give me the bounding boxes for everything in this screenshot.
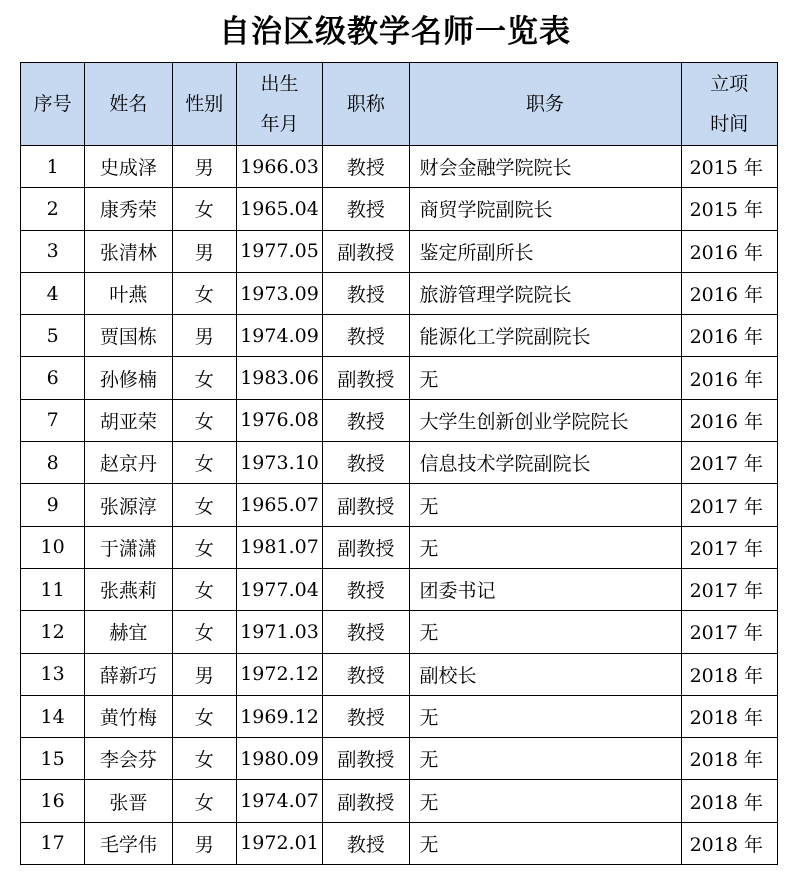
cell-gender: 女	[172, 568, 236, 610]
cell-gender: 女	[172, 738, 236, 780]
cell-gender: 男	[172, 653, 236, 695]
cell-number: 11	[21, 568, 85, 610]
table-row	[21, 188, 778, 230]
table-row	[21, 822, 778, 864]
cell-year: 2018 年	[681, 780, 777, 822]
cell-title: 教授	[323, 611, 409, 653]
cell-title: 教授	[323, 399, 409, 441]
cell-birth: 1983.06	[236, 357, 322, 399]
table-row	[21, 272, 778, 314]
cell-name: 薛新巧	[85, 653, 172, 695]
table-row	[21, 230, 778, 272]
cell-gender: 女	[172, 780, 236, 822]
cell-gender: 女	[172, 272, 236, 314]
table-body	[21, 146, 778, 865]
cell-number: 1	[21, 146, 85, 188]
cell-birth: 1971.03	[236, 611, 322, 653]
cell-birth: 1965.07	[236, 484, 322, 526]
cell-post: 鉴定所副所长	[409, 230, 681, 272]
cell-year: 2018 年	[681, 653, 777, 695]
cell-birth: 1973.10	[236, 442, 322, 484]
cell-title: 副教授	[323, 484, 409, 526]
cell-name: 史成泽	[85, 146, 172, 188]
cell-number: 4	[21, 272, 85, 314]
cell-title: 教授	[323, 822, 409, 864]
header-title: 职称	[323, 63, 409, 146]
cell-title: 教授	[323, 315, 409, 357]
cell-post: 无	[409, 822, 681, 864]
cell-year: 2015 年	[681, 146, 777, 188]
cell-year: 2017 年	[681, 442, 777, 484]
cell-post: 商贸学院副院长	[409, 188, 681, 230]
cell-post: 旅游管理学院院长	[409, 272, 681, 314]
cell-year: 2018 年	[681, 822, 777, 864]
cell-gender: 女	[172, 442, 236, 484]
cell-gender: 女	[172, 399, 236, 441]
cell-birth: 1977.04	[236, 568, 322, 610]
cell-number: 16	[21, 780, 85, 822]
cell-year: 2016 年	[681, 272, 777, 314]
cell-name: 康秀荣	[85, 188, 172, 230]
header-birth-line2: 年月	[260, 113, 299, 135]
cell-birth: 1976.08	[236, 399, 322, 441]
table-row	[21, 315, 778, 357]
header-post: 职务	[409, 63, 681, 146]
cell-number: 7	[21, 399, 85, 441]
cell-gender: 男	[172, 230, 236, 272]
cell-name: 张源淳	[85, 484, 172, 526]
cell-year: 2016 年	[681, 399, 777, 441]
table-row	[21, 526, 778, 568]
cell-post: 能源化工学院副院长	[409, 315, 681, 357]
cell-number: 13	[21, 653, 85, 695]
header-birth-line1: 出生	[260, 73, 299, 95]
cell-year: 2017 年	[681, 526, 777, 568]
cell-gender: 女	[172, 611, 236, 653]
header-year	[681, 63, 777, 146]
cell-gender: 女	[172, 357, 236, 399]
table-row	[21, 695, 778, 737]
cell-number: 2	[21, 188, 85, 230]
table-row	[21, 146, 778, 188]
cell-title: 副教授	[323, 738, 409, 780]
cell-birth: 1972.12	[236, 653, 322, 695]
header-birth	[236, 63, 322, 146]
cell-birth: 1972.01	[236, 822, 322, 864]
cell-year: 2016 年	[681, 230, 777, 272]
table-row	[21, 653, 778, 695]
cell-post: 无	[409, 526, 681, 568]
cell-number: 17	[21, 822, 85, 864]
header-number: 序号	[21, 63, 85, 146]
cell-name: 赫宜	[85, 611, 172, 653]
cell-name: 于潇潇	[85, 526, 172, 568]
cell-title: 教授	[323, 442, 409, 484]
cell-birth: 1974.09	[236, 315, 322, 357]
cell-post: 无	[409, 357, 681, 399]
cell-post: 财会金融学院院长	[409, 146, 681, 188]
cell-title: 教授	[323, 146, 409, 188]
cell-number: 10	[21, 526, 85, 568]
header-gender: 性别	[172, 63, 236, 146]
cell-post: 无	[409, 780, 681, 822]
table-row	[21, 738, 778, 780]
table-row	[21, 568, 778, 610]
header-year-line1: 立项	[710, 73, 749, 95]
cell-number: 6	[21, 357, 85, 399]
cell-number: 9	[21, 484, 85, 526]
cell-post: 无	[409, 738, 681, 780]
cell-birth: 1974.07	[236, 780, 322, 822]
cell-name: 张燕莉	[85, 568, 172, 610]
cell-birth: 1965.04	[236, 188, 322, 230]
cell-title: 教授	[323, 568, 409, 610]
table-row	[21, 357, 778, 399]
cell-number: 12	[21, 611, 85, 653]
teacher-table	[20, 62, 778, 865]
cell-title: 副教授	[323, 357, 409, 399]
cell-number: 5	[21, 315, 85, 357]
document-title: 自治区级教学名师一览表	[219, 14, 571, 50]
cell-year: 2016 年	[681, 315, 777, 357]
cell-title: 副教授	[323, 780, 409, 822]
cell-birth: 1973.09	[236, 272, 322, 314]
cell-birth: 1966.03	[236, 146, 322, 188]
cell-name: 胡亚荣	[85, 399, 172, 441]
cell-year: 2017 年	[681, 484, 777, 526]
cell-gender: 女	[172, 484, 236, 526]
cell-post: 无	[409, 695, 681, 737]
cell-name: 贾国栋	[85, 315, 172, 357]
cell-title: 教授	[323, 695, 409, 737]
cell-gender: 男	[172, 315, 236, 357]
cell-number: 14	[21, 695, 85, 737]
cell-name: 赵京丹	[85, 442, 172, 484]
cell-post: 信息技术学院副院长	[409, 442, 681, 484]
table-row	[21, 780, 778, 822]
table-header-row	[21, 63, 778, 146]
header-name: 姓名	[85, 63, 172, 146]
cell-name: 黄竹梅	[85, 695, 172, 737]
cell-year: 2016 年	[681, 357, 777, 399]
cell-year: 2017 年	[681, 611, 777, 653]
cell-name: 张清林	[85, 230, 172, 272]
cell-post: 大学生创新创业学院院长	[409, 399, 681, 441]
cell-birth: 1969.12	[236, 695, 322, 737]
cell-number: 3	[21, 230, 85, 272]
cell-gender: 男	[172, 146, 236, 188]
cell-number: 8	[21, 442, 85, 484]
cell-title: 教授	[323, 188, 409, 230]
cell-name: 叶燕	[85, 272, 172, 314]
cell-gender: 男	[172, 822, 236, 864]
cell-gender: 女	[172, 695, 236, 737]
cell-birth: 1981.07	[236, 526, 322, 568]
table-row	[21, 484, 778, 526]
cell-post: 团委书记	[409, 568, 681, 610]
cell-gender: 女	[172, 188, 236, 230]
cell-post: 无	[409, 484, 681, 526]
header-year-line2: 时间	[710, 113, 749, 135]
cell-title: 副教授	[323, 526, 409, 568]
cell-name: 张晋	[85, 780, 172, 822]
cell-name: 李会芬	[85, 738, 172, 780]
cell-year: 2018 年	[681, 738, 777, 780]
table-row	[21, 442, 778, 484]
cell-title: 副教授	[323, 230, 409, 272]
cell-number: 15	[21, 738, 85, 780]
table-row	[21, 399, 778, 441]
cell-year: 2015 年	[681, 188, 777, 230]
cell-year: 2018 年	[681, 695, 777, 737]
cell-title: 教授	[323, 272, 409, 314]
cell-post: 无	[409, 611, 681, 653]
cell-year: 2017 年	[681, 568, 777, 610]
cell-name: 毛学伟	[85, 822, 172, 864]
cell-title: 教授	[323, 653, 409, 695]
cell-post: 副校长	[409, 653, 681, 695]
cell-birth: 1980.09	[236, 738, 322, 780]
cell-name: 孙修楠	[85, 357, 172, 399]
table-row	[21, 611, 778, 653]
cell-gender: 女	[172, 526, 236, 568]
cell-birth: 1977.05	[236, 230, 322, 272]
